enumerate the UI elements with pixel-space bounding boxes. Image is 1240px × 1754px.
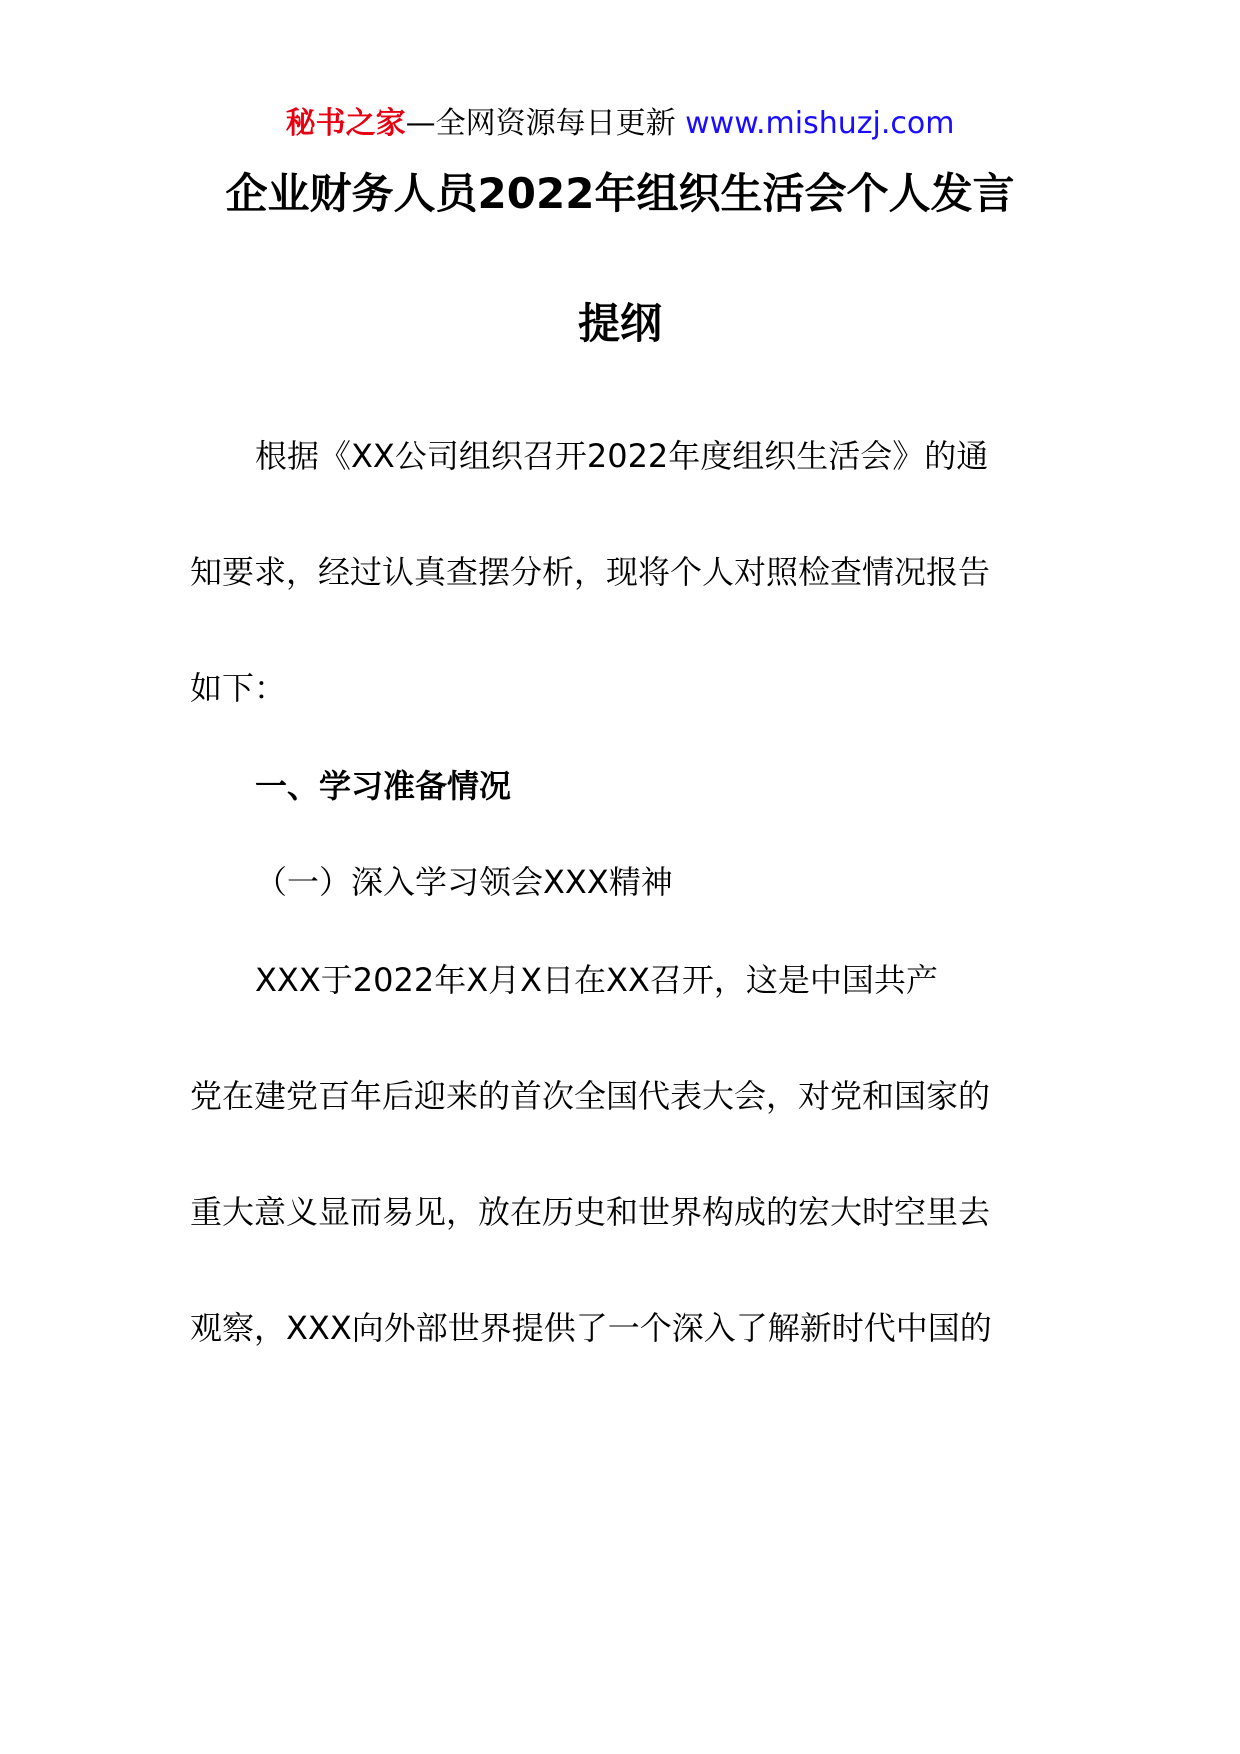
- site-banner: [0, 104, 1240, 144]
- paragraph-line-2: 党在建党百年后迎来的首次全国代表大会，对党和国家的: [190, 1077, 991, 1115]
- site-url-link[interactable]: www.mishuzj.com: [685, 106, 955, 141]
- document-title-line-2: 提纲: [577, 299, 662, 348]
- intro-line-1: 根据《XX公司组织召开2022年度组织生活会》的通: [255, 437, 989, 475]
- section-heading-1: 一、学习准备情况: [255, 767, 512, 805]
- paragraph-line-4: 观察，XXX向外部世界提供了一个深入了解新时代中国的: [190, 1309, 992, 1347]
- intro-line-2: 知要求，经过认真查摆分析，现将个人对照检查情况报告: [190, 553, 991, 591]
- banner-tagline: —全网资源每日更新: [405, 106, 676, 141]
- subsection-heading-1: （一）深入学习领会XXX精神: [255, 863, 673, 901]
- paragraph-line-1: XXX于2022年X月X日在XX召开，这是中国共产: [255, 961, 938, 999]
- intro-line-3: 如下：: [190, 669, 287, 707]
- paragraph-line-3: 重大意义显而易见，放在历史和世界构成的宏大时空里去: [190, 1193, 991, 1231]
- document-title-line-1: 企业财务人员2022年组织生活会个人发言: [225, 169, 1015, 218]
- brand-name: 秘书之家: [285, 106, 406, 141]
